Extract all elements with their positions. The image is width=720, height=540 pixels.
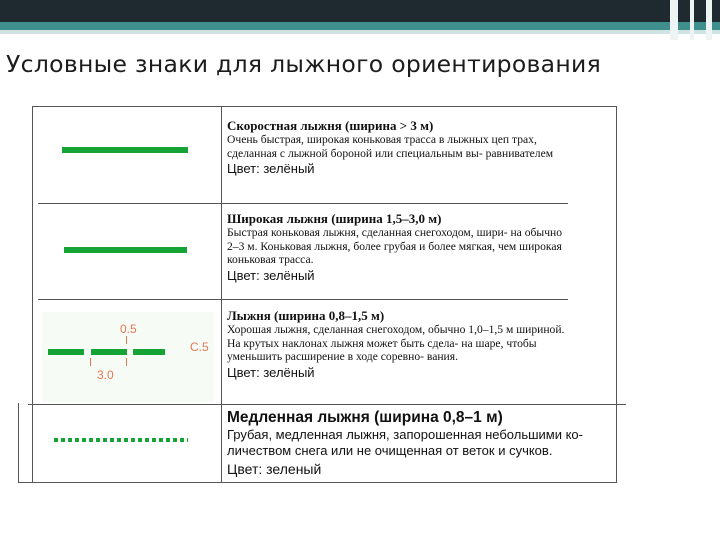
slow-trail-header: Медленная лыжня (ширина 0,8–1 м) (227, 409, 503, 426)
slow-trail-color: Цвет: зеленый (227, 461, 322, 477)
top-decorative-band (0, 0, 720, 40)
fast-trail-header: Скоростная лыжня (ширина > 3 м) (227, 118, 434, 133)
dim-segment-label: 3.0 (97, 368, 114, 382)
slow-trail-symbol (54, 438, 188, 442)
trail-text (227, 308, 572, 381)
fast-trail-symbol (62, 147, 188, 153)
dim-length-label: C.5 (190, 340, 209, 354)
wide-trail-color: Цвет: зелёный (227, 267, 315, 283)
slow-trail-text (227, 408, 612, 478)
dim-gap-label: 0.5 (120, 322, 137, 336)
trail-color: Цвет: зелёный (227, 364, 315, 380)
fast-trail-color: Цвет: зелёный (227, 161, 315, 177)
wide-trail-symbol (64, 247, 187, 253)
wide-trail-text (227, 211, 567, 284)
fast-trail-text (227, 118, 567, 177)
trail-description: Хорошая лыжня, сделанная снегоходом, обычно 1,0–1,5 м шириной. На крутых наклонах лыжня может быть сдела- на шаре, чтобы уменьшить расширение в ходе соревно- вания. (227, 323, 565, 364)
fast-trail-description: Очень быстрая, широкая коньковая трасса в лыжных цеп трах, сделанная с лыжной бороной или специальным вы- равнивателем (227, 133, 554, 160)
slide-title: Условные знаки для лыжного ориентирования (6, 50, 602, 78)
wide-trail-header: Широкая лыжня (ширина 1,5–3,0 м) (227, 211, 442, 226)
wide-trail-description: Быстрая коньковая лыжня, сделанная снегоходом, шири- на обычно 2–3 м. Коньковая лыжня, более грубая и более мягкая, чем широкая коньковая трасса. (227, 226, 563, 267)
trail-header: Лыжня (ширина 0,8–1,5 м) (227, 308, 385, 323)
slow-trail-description: Грубая, медленная лыжня, запорошенная небольшими ко- личеством снега или не очищенная от веток и сучков. (227, 427, 583, 458)
